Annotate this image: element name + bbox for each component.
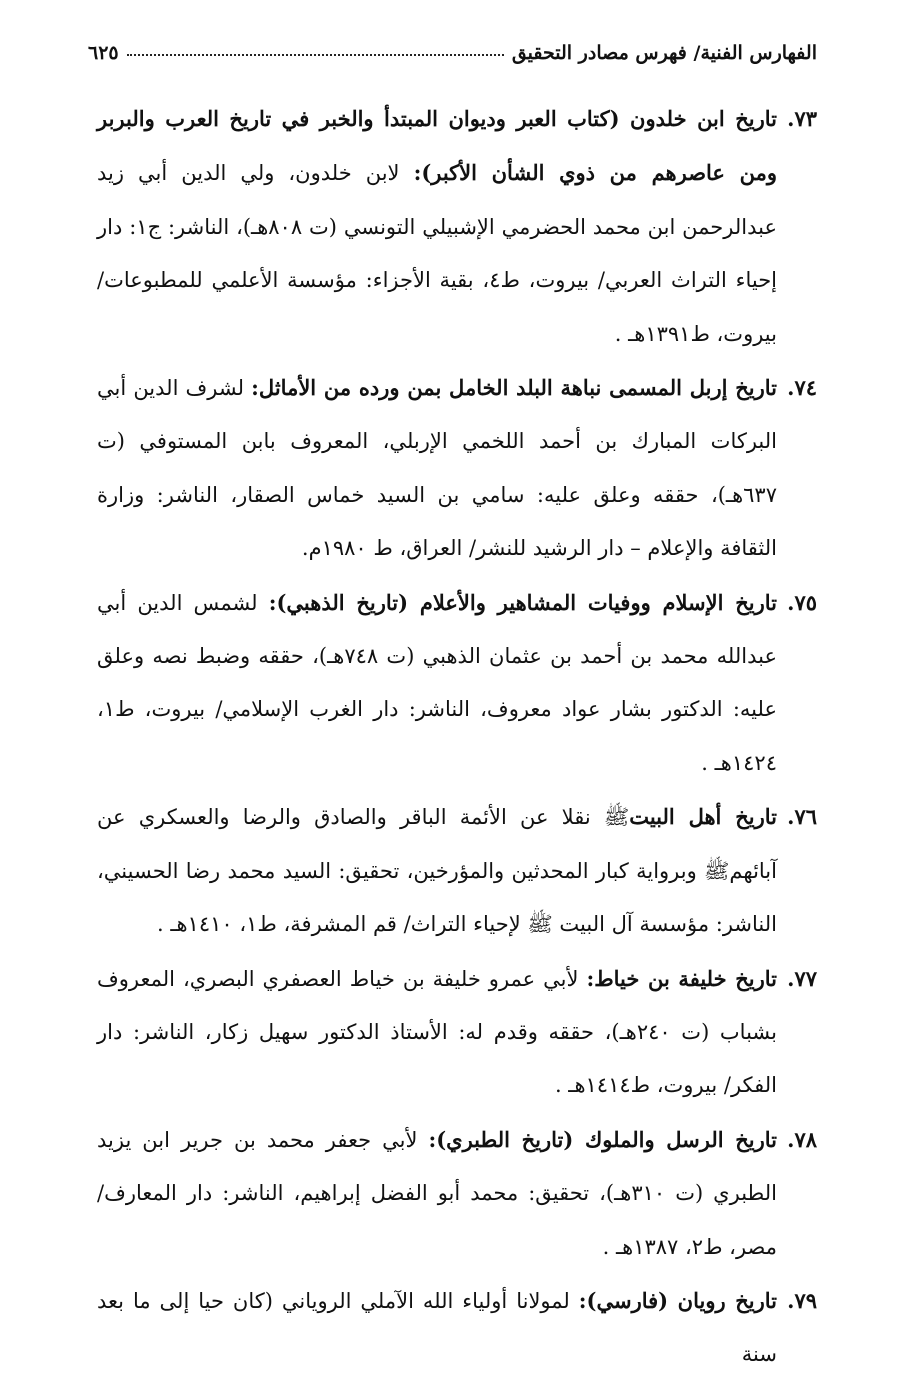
entry-title: تاريخ ابن خلدون (كتاب العبر وديوان المبتدأ والخبر في تاريخ العرب والبربر ومن عاصرهم من ذوي الشأن الأكبر): [97,106,777,186]
header-title: الفهارس الفنية/ فهرس مصادر التحقيق [511,42,817,64]
entry-body: لشرف الدين أبي البركات المبارك بن أحمد اللخمي الإربلي، المعروف بابن المستوفي (ت ٦٣٧هـ)، حققه وعلق عليه: سامي بن السيد خماس الصقار، الناشر: وزارة الثقافة والإعلام – دار الرشيد للنشر/ العراق، ط ١٩٨٠م. [97,376,777,561]
bibliography-entry [97,790,817,951]
bibliography-entry [97,576,817,791]
bibliography-entry [97,952,817,1113]
entry-body: لأبي عمرو خليفة بن خياط العصفري البصري، المعروف بشباب (ت ٢٤٠هـ)، حققه وقدم له: الأستاذ الدكتور سهيل زكار، الناشر: دار الفكر/ بيروت، ط١٤١٤هـ . [97,966,777,1098]
page-number: ٦٢٥ [88,42,119,64]
entry-title: تاريخ الرسل والملوك (تاريخ الطبري): [428,1126,777,1152]
entry-number: ٧٨. [787,1126,817,1152]
bibliography-entry [97,1113,817,1274]
entry-number: ٧٤. [787,375,817,401]
entry-body: ﷺ نقلا عن الأئمة الباقر والصادق والرضا والعسكري عن آبائهمﷺ وبرواية كبار المحدثين والمؤرخين، تحقيق: السيد محمد رضا الحسيني، الناشر: مؤسسة آل البيت ﷺ لإحياء التراث/ قم المشرفة، ط١، ١٤١٠هـ . [97,805,777,937]
entry-number: ٧٦. [787,804,817,830]
bibliography-list [97,92,817,1382]
entry-body: لمولانا أولياء الله الآملي الروياني (كان حيا إلى ما بعد سنة [97,1288,777,1367]
entry-body: لشمس الدين أبي عبدالله محمد بن أحمد بن عثمان الذهبي (ت ٧٤٨هـ)، حققه وضبط نصه وعلق عليه: الدكتور بشار عواد معروف، الناشر: دار الغرب الإسلامي/ بيروت، ط١، ١٤٢٤هـ . [97,590,777,775]
entry-number: ٧٥. [787,589,817,615]
header-dot-leader [127,54,504,56]
entry-title: تاريخ إربل المسمى نباهة البلد الخامل بمن ورده من الأماثل: [251,375,777,401]
entry-title: تاريخ أهل البيت [629,804,777,830]
entry-number: ٧٧. [787,965,817,991]
running-header [88,30,817,64]
entry-body: لأبي جعفر محمد بن جرير ابن يزيد الطبري (ت ٣١٠هـ)، تحقيق: محمد أبو الفضل إبراهيم، الناشر: دار المعارف/ مصر، ط٢، ١٣٨٧هـ . [97,1127,777,1259]
entry-title: تاريخ رويان (فارسي): [578,1287,777,1313]
entry-body: لابن خلدون، ولي الدين أبي زيد عبدالرحمن ابن محمد الحضرمي الإشبيلي التونسي (ت ٨٠٨هـ)، الناشر: ج١: دار إحياء التراث العربي/ بيروت، ط٤، بقية الأجزاء: مؤسسة الأعلمي للمطبوعات/ بيروت، ط١٣٩١هـ . [97,161,778,346]
bibliography-entry [97,92,817,361]
bibliography-entry [97,1274,817,1382]
entry-number: ٧٩. [787,1287,817,1313]
entry-title: تاريخ خليفة بن خياط: [586,965,777,991]
entry-number: ٧٣. [787,106,817,131]
bibliography-entry [97,361,817,576]
entry-title: تاريخ الإسلام ووفيات المشاهير والأعلام (تاريخ الذهبي): [268,589,778,615]
